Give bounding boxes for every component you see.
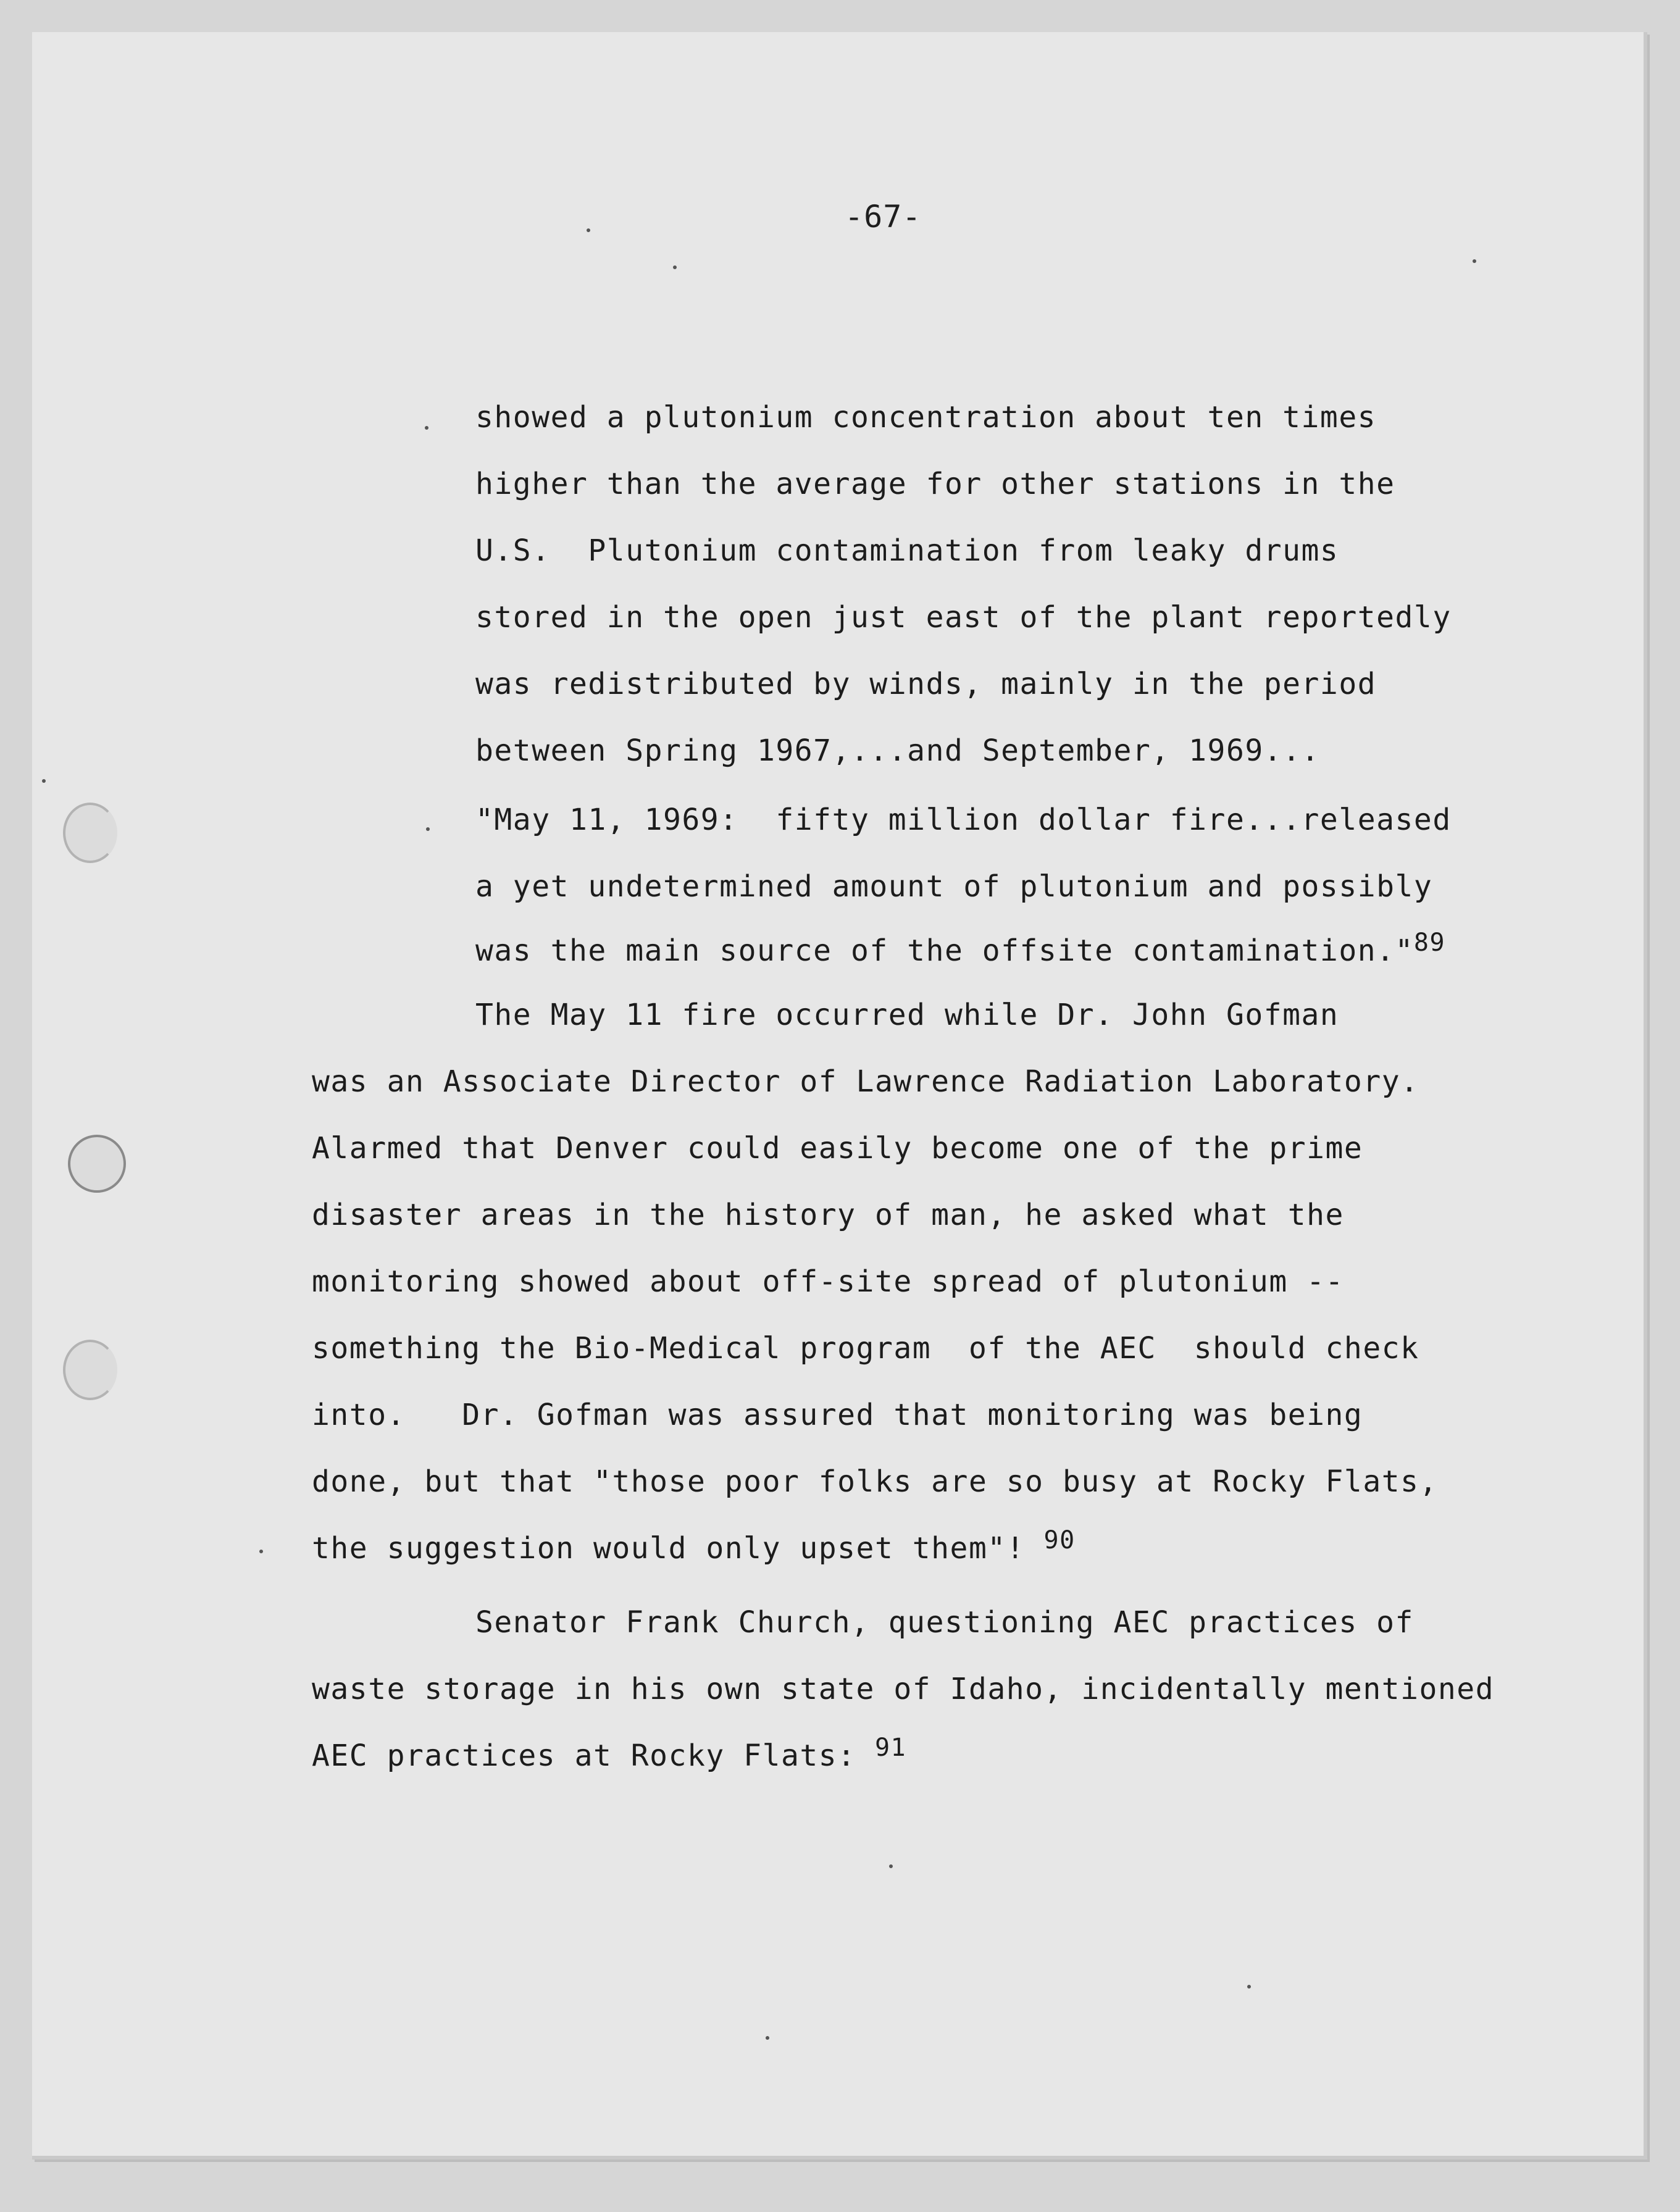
binder-hole-middle <box>68 1135 126 1193</box>
footnote-90: 90 <box>1043 1526 1076 1555</box>
scan-speck <box>1473 259 1476 263</box>
quote-line: stored in the open just east of the plant reportedly <box>475 600 1452 635</box>
binder-hole-bottom <box>63 1340 117 1400</box>
quote-line: showed a plutonium concentration about ten times <box>475 400 1377 435</box>
scan-speck <box>259 1550 263 1553</box>
footnote-91: 91 <box>874 1734 907 1762</box>
footnote-89: 89 <box>1413 929 1446 957</box>
scan-speck <box>425 426 428 430</box>
paragraph1-line: monitoring showed about off-site spread of plutonium -- <box>312 1264 1344 1299</box>
quote-line-final <box>475 929 1446 968</box>
paragraph1-line: disaster areas in the history of man, he asked what the <box>312 1198 1344 1232</box>
paragraph1-last-line <box>312 1526 1076 1566</box>
paragraph1-line: into. Dr. Gofman was assured that monitoring was being <box>312 1398 1363 1432</box>
scan-speck <box>673 265 677 269</box>
quote-line: "May 11, 1969: fifty million dollar fire...released <box>475 803 1452 837</box>
scan-speck <box>889 1864 893 1868</box>
quote-line: higher than the average for other stations in the <box>475 467 1395 501</box>
scan-speck <box>42 779 46 783</box>
scan-speck <box>766 2036 769 2040</box>
paragraph2-last-text: AEC practices at Rocky Flats: <box>312 1738 856 1773</box>
quote-line: between Spring 1967,...and September, 1969... <box>475 733 1320 768</box>
page-number: -67- <box>845 199 922 235</box>
paragraph2-first-line: Senator Frank Church, questioning AEC practices of <box>475 1605 1414 1640</box>
paragraph2-last-line <box>312 1734 907 1773</box>
quote-line: U.S. Plutonium contamination from leaky drums <box>475 533 1339 568</box>
binder-hole-top <box>63 803 117 863</box>
paragraph1-line: was an Associate Director of Lawrence Radiation Laboratory. <box>312 1064 1419 1099</box>
paragraph1-line: done, but that "those poor folks are so busy at Rocky Flats, <box>312 1464 1438 1499</box>
paragraph1-last-text: the suggestion would only upset them"! <box>312 1531 1026 1566</box>
scan-speck <box>1247 1985 1251 1989</box>
paragraph1-line: Alarmed that Denver could easily become one of the prime <box>312 1131 1363 1166</box>
paragraph2-line: waste storage in his own state of Idaho, incidentally mentioned <box>312 1672 1495 1706</box>
quote-line-text: was the main source of the offsite contamination." <box>475 933 1414 968</box>
quote-line: a yet undetermined amount of plutonium and possibly <box>475 869 1433 904</box>
quote-line: was redistributed by winds, mainly in the period <box>475 667 1377 701</box>
scan-speck <box>587 228 590 232</box>
paragraph1-line: something the Bio-Medical program of the AEC should check <box>312 1331 1419 1366</box>
scan-speck <box>426 827 430 831</box>
paragraph1-first-line: The May 11 fire occurred while Dr. John Gofman <box>475 998 1339 1032</box>
